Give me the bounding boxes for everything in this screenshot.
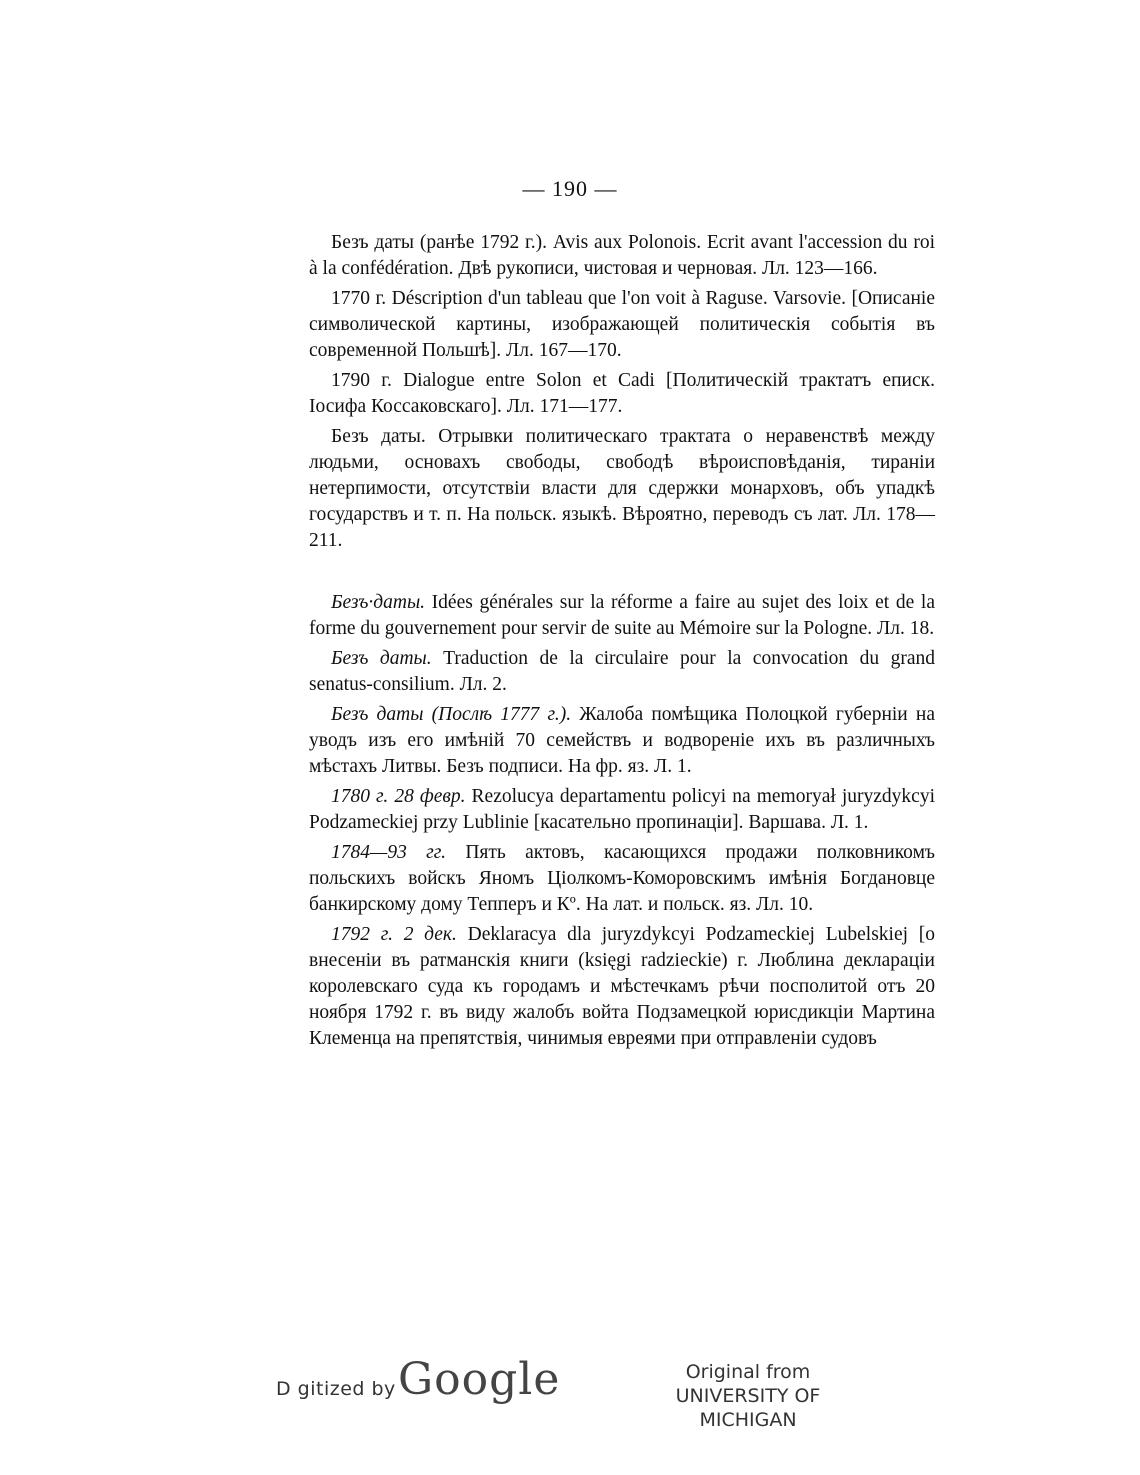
original-source bbox=[628, 1360, 868, 1432]
entry-date: Безъ даты (Послѣ 1777 г.). bbox=[331, 704, 572, 725]
entry-text: Rezolucya departamentu policyi na memoryał juryzdykcyi Podzameckiej przy Lublinie [касательно пропинаціи]. Варшава. Л. 1. bbox=[309, 786, 935, 833]
entry-paragraph bbox=[309, 702, 935, 780]
entry-date: Безъ·даты. bbox=[331, 592, 426, 613]
entry-date: Безъ даты. bbox=[331, 648, 432, 669]
entry-paragraph: Безъ даты (ранѣе 1792 г.). Avis aux Polonois. Ecrit avant l'accession du roi à la confédération. Двѣ рукописи, чистовая и черновая. Лл. 123—166. bbox=[309, 232, 935, 279]
entry-paragraph: 1790 г. Dialogue entre Solon et Cadi [Политическій трактатъ еписк. Іосифа Коссаковскаго]. Лл. 171—177. bbox=[309, 370, 935, 417]
university-label: UNIVERSITY OF MICHIGAN bbox=[675, 1385, 821, 1431]
entry-date: 1780 г. 28 февр. bbox=[331, 786, 466, 807]
page-number: — 190 — bbox=[522, 176, 618, 201]
entry-paragraph bbox=[309, 840, 935, 918]
entry-text: Traduction de la circulaire pour la convocation du grand senatus-consilium. Лл. 2. bbox=[309, 648, 935, 695]
entry-paragraph: Безъ даты. Отрывки политическаго трактата о неравенствѣ между людьми, основахъ свободы, свободѣ вѣроисповѣданія, тираніи нетерпимости, отсутствіи власти для сдержки монарховъ, объ упадкѣ государствъ и т. п. На польск. языкѣ. Вѣроятно, переводъ съ лат. Лл. 178—211. bbox=[309, 426, 935, 551]
entry-text: Idées générales sur la réforme a faire au sujet des loix et de la forme du gouvernement pour servir de suite au Mémoire sur la Pologne. Лл. 18. bbox=[309, 592, 935, 639]
digitization-footer bbox=[0, 1354, 1140, 1431]
entry-paragraph bbox=[309, 646, 935, 698]
entry-paragraph bbox=[309, 922, 935, 1052]
digitized-by-label: D gitized by bbox=[276, 1378, 396, 1400]
entry-paragraph: 1770 г. Déscription d'un tableau que l'on voit à Raguse. Varsovie. [Описаніе символической картины, изображающей политическія событія въ современной Польшѣ]. Лл. 167—170. bbox=[309, 288, 935, 361]
entry-text: Пять актовъ, касающихся продажи полковникомъ польскихъ войскъ Яномъ Ціолкомъ-Коморовскимъ имѣнія Богдановце банкирскому дому Тепперъ и Кº. На лат. и польск. яз. Лл. 10. bbox=[309, 842, 935, 915]
entry-date: 1784—93 гг. bbox=[331, 842, 446, 863]
catalog-column bbox=[309, 230, 935, 1052]
google-logo: Google bbox=[398, 1354, 561, 1405]
entry-text: Жалоба помѣщика Полоцкой губерніи на уводъ изъ его имѣній 70 семействъ и водвореніе ихъ въ различныхъ мѣстахъ Литвы. Безъ подписи. На фр. яз. Л. 1. bbox=[309, 704, 936, 777]
entry-text: Deklaracya dla juryzdykcyi Podzameckiej Lubelskiej [о внесеніи въ ратманскія книги (księgi radzieckie) г. Люблина деклараціи королевскаго суда къ городамъ и мѣстечкамъ рѣчи посполитой отъ 20 ноября 1792 г. въ виду жалобъ войта Подзамецкой юрисдикціи Мартина Клеменца на препятствія, чинимыя евреями при отправленіи судовъ bbox=[309, 924, 935, 1049]
entry-date: 1792 г. 2 дек. bbox=[331, 924, 457, 945]
original-from-label: Original from bbox=[685, 1361, 811, 1383]
entry-paragraph bbox=[309, 590, 935, 642]
entry-paragraph bbox=[309, 784, 935, 836]
